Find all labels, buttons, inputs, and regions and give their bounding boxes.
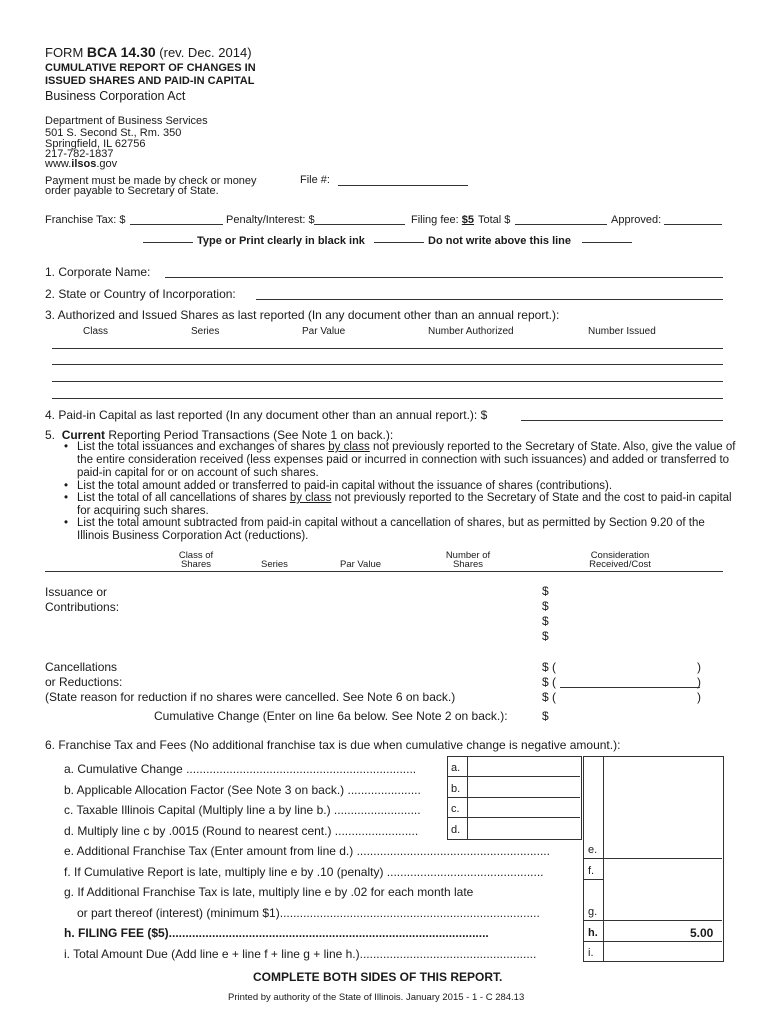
approved-label: Approved: xyxy=(611,214,662,226)
bullet2-text: List the total amount added or transferred to paid-in capital without the issuance of shares (contributions). xyxy=(77,480,613,492)
complete-both-sides: COMPLETE BOTH SIDES OF THIS REPORT. xyxy=(253,970,503,984)
issuance-label2: Contributions: xyxy=(45,600,120,614)
divider-right xyxy=(582,242,632,243)
col-series: Series xyxy=(261,559,288,570)
col-shares: Shares xyxy=(180,559,212,570)
form-number xyxy=(45,44,252,60)
cancellations-label1: Cancellations xyxy=(45,660,118,674)
col-received-cost: Received/Cost xyxy=(589,559,651,570)
filing-fee-text: Filing fee: xyxy=(411,214,459,226)
form-revision: (rev. Dec. 2014) xyxy=(159,45,252,60)
line-i-label: i. Total Amount Due (Add line e + line f + line g + line h.)..................................................... xyxy=(64,947,537,961)
cumulative-change-label: Cumulative Change (Enter on line 6a below. See Note 2 on back.): xyxy=(154,709,508,723)
item5-heading xyxy=(45,428,393,442)
payment-note-line2: order payable to Secretary of State. xyxy=(45,185,219,197)
table5-header-line xyxy=(45,571,723,572)
box-i-letter: i. xyxy=(588,947,594,959)
incorporation-state-field[interactable] xyxy=(256,299,723,300)
bullet3-text-cont: not previously reported to the Secretary of State and the cost to paid-in capital for acquiring such shares. xyxy=(77,492,732,517)
box-b-letter: b. xyxy=(451,783,461,795)
line-c-label: c. Taxable Illinois Capital (Multiply line a by line b.) .......................... xyxy=(64,803,421,817)
item5-rest: Reporting Period Transactions (See Note 1 on back.): xyxy=(108,428,394,442)
dept-address1: 501 S. Second St., Rm. 350 xyxy=(45,127,182,139)
line-g-label1: g. If Additional Franchise Tax is late, multiply line e by .02 for each month late xyxy=(64,885,474,899)
form-title-line1: CUMULATIVE REPORT OF CHANGES IN xyxy=(45,62,256,74)
issuance-dollar[interactable]: $ xyxy=(542,584,549,598)
cancellation-dollar[interactable]: $ ( xyxy=(542,660,557,674)
act-name: Business Corporation Act xyxy=(45,89,186,103)
bullet-4: • List the total amount subtracted from paid-in capital without a cancellation of shares, but as permitted by Section 9.20 of the Illinois Business Corporation Act (reductions). xyxy=(64,517,739,543)
item3-row-line[interactable] xyxy=(52,348,723,349)
payment-note-line1: Payment must be made by check or money xyxy=(45,175,257,187)
cancellation-dollar[interactable]: $ ( xyxy=(542,690,557,704)
dept-phone: 217-782-1837 xyxy=(45,148,114,160)
web-prefix: www. xyxy=(45,158,72,170)
bullet-2: • List the total amount added or transferred to paid-in capital without the issuance of shares (contributions). xyxy=(64,480,739,493)
box-h-letter: h. xyxy=(588,927,598,939)
total-label: Total $ xyxy=(478,214,511,226)
penalty-label: Penalty/Interest: $ xyxy=(226,214,315,226)
col-consideration: Consideration xyxy=(590,550,650,561)
dept-website xyxy=(45,158,117,170)
section6-heading: 6. Franchise Tax and Fees (No additional franchise tax is due when cumulative change is negative amount.): xyxy=(45,738,621,752)
item3-col-par-value: Par Value xyxy=(302,326,346,337)
box-row-line xyxy=(583,858,722,859)
web-suffix: .gov xyxy=(96,158,118,170)
paid-in-capital-field[interactable] xyxy=(521,420,723,421)
franchise-tax-field[interactable] xyxy=(130,224,223,225)
item3-row-line[interactable] xyxy=(52,398,723,399)
issuance-dollar[interactable]: $ xyxy=(542,599,549,613)
item5-number: 5. xyxy=(45,428,56,442)
bullet4-text: List the total amount subtracted from paid-in capital without a cancellation of shares, but as permitted by Section 9.20 of the Illinois Business Corporation Act (reductions). xyxy=(77,517,705,542)
item4-label: 4. Paid-in Capital as last reported (In any document other than an annual report.): $ xyxy=(45,408,488,422)
cancellation-close: ) xyxy=(697,675,701,689)
item3-col-class: Class xyxy=(83,326,109,337)
line-c-input[interactable] xyxy=(468,798,579,817)
item1-label: 1. Corporate Name: xyxy=(45,265,151,279)
franchise-tax-label: Franchise Tax: $ xyxy=(45,214,126,226)
line-d-label: d. Multiply line c by .0015 (Round to nearest cent.) ......................... xyxy=(64,824,419,838)
box-row-line xyxy=(447,776,580,777)
type-print-note: Type or Print clearly in black ink xyxy=(197,235,365,247)
cancellation-dollar[interactable]: $ ( xyxy=(542,675,557,689)
approved-field[interactable] xyxy=(664,224,722,225)
box-row-line xyxy=(583,879,603,880)
do-not-write-note: Do not write above this line xyxy=(428,235,572,247)
bullet3-by-class: by class xyxy=(289,492,332,504)
cancellation-close: ) xyxy=(697,690,701,704)
item3-col-number-authorized: Number Authorized xyxy=(428,326,514,337)
filing-fee-amount: $5 xyxy=(461,214,475,226)
filing-fee-label xyxy=(411,214,474,226)
total-field[interactable] xyxy=(515,224,607,225)
box-f-letter: f. xyxy=(588,865,595,877)
file-number-field[interactable] xyxy=(338,185,468,186)
line-g-input[interactable] xyxy=(604,901,721,920)
col-class-of: Class of xyxy=(178,550,214,561)
printed-by-authority: Printed by authority of the State of Illinois. January 2015 - 1 - C 284.13 xyxy=(228,992,525,1003)
file-number-label: File #: xyxy=(300,174,330,186)
issuance-dollar[interactable]: $ xyxy=(542,629,549,643)
item3-row-line[interactable] xyxy=(52,364,723,365)
line-b-input[interactable] xyxy=(468,778,579,797)
cancellation-close: ) xyxy=(697,660,701,674)
penalty-field[interactable] xyxy=(314,224,405,225)
divider-left xyxy=(143,242,193,243)
cancellation-underline xyxy=(560,687,700,688)
box-d-letter: d. xyxy=(451,824,461,836)
item5-current: Current xyxy=(61,428,106,442)
line-i-input[interactable] xyxy=(604,942,721,960)
dept-address2: Springfield, IL 62756 xyxy=(45,138,146,150)
cumulative-change-dollar[interactable]: $ xyxy=(542,709,549,723)
line-g-label2: or part thereof (interest) (minimum $1).............................................................................. xyxy=(77,906,540,920)
cancellations-label2: or Reductions: xyxy=(45,675,123,689)
line-f-input[interactable] xyxy=(604,860,721,879)
box-row-line xyxy=(447,817,580,818)
line-b-label: b. Applicable Allocation Factor (See Note 3 on back.) ...................... xyxy=(64,783,421,797)
issuance-dollar[interactable]: $ xyxy=(542,614,549,628)
box-row-line xyxy=(583,920,722,921)
bullet1-by-class: by class xyxy=(328,441,370,453)
line-h-label: h. FILING FEE ($5)................................................................................................ xyxy=(64,926,489,940)
issuance-label1: Issuance or xyxy=(45,585,108,599)
dept-name: Department of Business Services xyxy=(45,115,208,127)
item3-label: 3. Authorized and Issued Shares as last reported (In any document other than an annual report.): xyxy=(45,308,560,322)
form-title-line2: ISSUED SHARES AND PAID-IN CAPITAL xyxy=(45,75,255,87)
line-a-input[interactable] xyxy=(468,757,579,776)
bullet1-text: List the total issuances and exchanges of shares xyxy=(77,441,329,453)
col-par-value: Par Value xyxy=(340,559,382,570)
item3-row-line[interactable] xyxy=(52,381,723,382)
line-f-label: f. If Cumulative Report is late, multiply line e by .10 (penalty) ............................................... xyxy=(64,865,544,879)
col-number-of: Number of xyxy=(445,550,491,561)
col-number-shares: Shares xyxy=(452,559,484,570)
bullet3-text: List the total of all cancellations of shares xyxy=(77,492,290,504)
bullet1-text-cont: not previously reported to the Secretary of State. Also, give the value of the entire consideration received (less expenses paid or incurred in connection with such issuances) and added or transferred to paid-in capital for or on account of such shares. xyxy=(77,441,736,479)
web-bold: ilsos xyxy=(71,158,97,170)
filing-fee-value: 5.00 xyxy=(690,926,714,940)
item2-label: 2. State or Country of Incorporation: xyxy=(45,287,236,301)
item3-col-series: Series xyxy=(191,326,220,337)
line-d-input[interactable] xyxy=(468,819,579,838)
box-e-letter: e. xyxy=(588,844,598,856)
line-a-label: a. Cumulative Change ..................................................................... xyxy=(64,762,417,776)
divider-middle xyxy=(374,242,424,243)
box-g-letter: g. xyxy=(588,906,598,918)
corporate-name-field[interactable] xyxy=(165,277,723,278)
box-a-letter: a. xyxy=(451,762,461,774)
box-c-letter: c. xyxy=(451,803,460,815)
line-e-label: e. Additional Franchise Tax (Enter amount from line d.) .......................................................... xyxy=(64,844,550,858)
item3-col-number-issued: Number Issued xyxy=(588,326,656,337)
bullet-3: • List the total of all cancellations of shares by class not previously reported to the Secretary of State and the cost to paid-in capital for acquiring such shares. xyxy=(64,492,732,517)
bullet-1: • List the total issuances and exchanges of shares by class not previously reported to the Secretary of State. Also, give the value of the entire consideration received (less expenses paid or incurred in connection with such issuances) and added or transferred to paid-in capital for or on account of such shares. xyxy=(64,441,736,479)
line-e-input[interactable] xyxy=(604,839,721,858)
form-prefix: FORM xyxy=(45,45,84,60)
form-code: BCA 14.30 xyxy=(86,44,156,60)
cancellations-reason: (State reason for reduction if no shares were cancelled. See Note 6 on back.) xyxy=(45,690,456,704)
